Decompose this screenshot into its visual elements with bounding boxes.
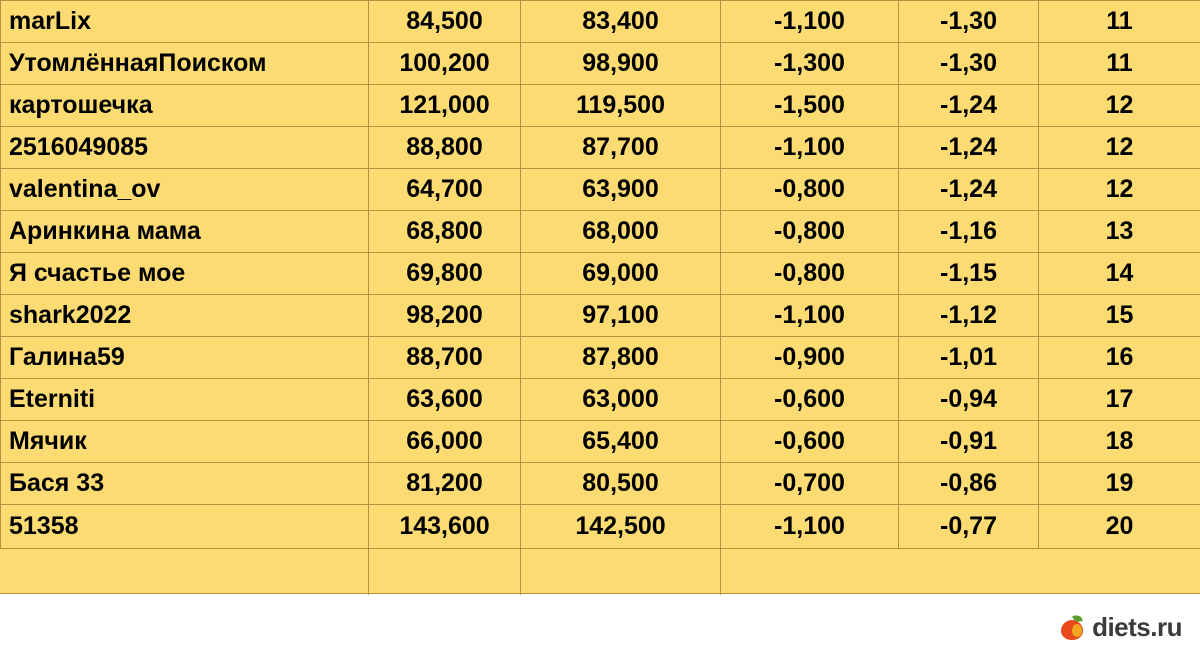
cell-delta-kg: -0,600 <box>721 379 899 421</box>
cell-delta-kg: -0,800 <box>721 169 899 211</box>
cell-delta-kg: -1,100 <box>721 1 899 43</box>
cell-value-end: 83,400 <box>521 1 721 43</box>
cell-delta-kg: -0,600 <box>721 421 899 463</box>
diets-logo <box>1061 612 1182 643</box>
column-divider <box>520 549 521 595</box>
cell-rank: 12 <box>1039 85 1200 127</box>
cell-value-end: 142,500 <box>521 505 721 549</box>
column-divider <box>720 549 721 595</box>
cell-value-start: 98,200 <box>369 295 521 337</box>
cell-delta-percent: -1,24 <box>899 169 1039 211</box>
cell-value-start: 66,000 <box>369 421 521 463</box>
cell-value-end: 87,800 <box>521 337 721 379</box>
footer-area <box>0 548 1200 657</box>
cell-delta-kg: -1,300 <box>721 43 899 85</box>
cell-value-start: 63,600 <box>369 379 521 421</box>
cell-delta-percent: -1,24 <box>899 85 1039 127</box>
cell-value-end: 87,700 <box>521 127 721 169</box>
cell-rank: 20 <box>1039 505 1200 549</box>
cell-delta-percent: -1,15 <box>899 253 1039 295</box>
cell-name: Eterniti <box>1 379 369 421</box>
table-row <box>1 253 1200 295</box>
cell-delta-kg: -0,800 <box>721 211 899 253</box>
empty-table-row-band <box>0 548 1200 594</box>
cell-delta-kg: -0,900 <box>721 337 899 379</box>
cell-rank: 13 <box>1039 211 1200 253</box>
cell-value-start: 69,800 <box>369 253 521 295</box>
cell-name: marLix <box>1 1 369 43</box>
cell-delta-percent: -0,77 <box>899 505 1039 549</box>
table-row <box>1 337 1200 379</box>
cell-delta-percent: -0,86 <box>899 463 1039 505</box>
table-row <box>1 43 1200 85</box>
cell-delta-kg: -1,100 <box>721 127 899 169</box>
cell-value-end: 119,500 <box>521 85 721 127</box>
cell-delta-kg: -1,100 <box>721 295 899 337</box>
table-row <box>1 1 1200 43</box>
cell-value-start: 64,700 <box>369 169 521 211</box>
table-row <box>1 421 1200 463</box>
cell-rank: 12 <box>1039 127 1200 169</box>
cell-value-start: 88,800 <box>369 127 521 169</box>
cell-value-end: 63,000 <box>521 379 721 421</box>
table-row <box>1 295 1200 337</box>
table-row <box>1 379 1200 421</box>
cell-name: УтомлённаяПоиском <box>1 43 369 85</box>
cell-value-start: 68,800 <box>369 211 521 253</box>
cell-delta-percent: -1,30 <box>899 43 1039 85</box>
cell-name: картошечка <box>1 85 369 127</box>
cell-value-end: 80,500 <box>521 463 721 505</box>
apple-icon <box>1061 615 1085 640</box>
cell-rank: 17 <box>1039 379 1200 421</box>
results-table-body <box>1 1 1200 549</box>
column-divider <box>368 549 369 595</box>
cell-rank: 12 <box>1039 169 1200 211</box>
cell-rank: 18 <box>1039 421 1200 463</box>
cell-delta-kg: -0,800 <box>721 253 899 295</box>
logo-text: diets.ru <box>1092 612 1182 642</box>
table-row <box>1 85 1200 127</box>
cell-name: Бася 33 <box>1 463 369 505</box>
cell-name: 2516049085 <box>1 127 369 169</box>
cell-name: Галина59 <box>1 337 369 379</box>
cell-value-end: 98,900 <box>521 43 721 85</box>
table-row <box>1 127 1200 169</box>
cell-name: valentina_ov <box>1 169 369 211</box>
cell-value-end: 65,400 <box>521 421 721 463</box>
cell-value-end: 97,100 <box>521 295 721 337</box>
table-row <box>1 505 1200 549</box>
cell-delta-percent: -1,12 <box>899 295 1039 337</box>
cell-rank: 16 <box>1039 337 1200 379</box>
cell-delta-percent: -0,94 <box>899 379 1039 421</box>
cell-value-end: 63,900 <box>521 169 721 211</box>
cell-delta-percent: -1,24 <box>899 127 1039 169</box>
cell-delta-percent: -0,91 <box>899 421 1039 463</box>
cell-delta-percent: -1,30 <box>899 1 1039 43</box>
cell-delta-kg: -1,100 <box>721 505 899 549</box>
cell-rank: 11 <box>1039 43 1200 85</box>
cell-delta-kg: -1,500 <box>721 85 899 127</box>
cell-value-end: 68,000 <box>521 211 721 253</box>
cell-rank: 14 <box>1039 253 1200 295</box>
cell-name: Мячик <box>1 421 369 463</box>
cell-rank: 15 <box>1039 295 1200 337</box>
cell-name: 51358 <box>1 505 369 549</box>
cell-name: Аринкина мама <box>1 211 369 253</box>
cell-value-start: 100,200 <box>369 43 521 85</box>
cell-value-start: 121,000 <box>369 85 521 127</box>
cell-delta-percent: -1,01 <box>899 337 1039 379</box>
cell-delta-percent: -1,16 <box>899 211 1039 253</box>
cell-rank: 11 <box>1039 1 1200 43</box>
cell-delta-kg: -0,700 <box>721 463 899 505</box>
cell-name: shark2022 <box>1 295 369 337</box>
cell-value-end: 69,000 <box>521 253 721 295</box>
cell-value-start: 143,600 <box>369 505 521 549</box>
table-row <box>1 211 1200 253</box>
table-row <box>1 169 1200 211</box>
cell-value-start: 84,500 <box>369 1 521 43</box>
cell-rank: 19 <box>1039 463 1200 505</box>
table-row <box>1 463 1200 505</box>
cell-value-start: 88,700 <box>369 337 521 379</box>
cell-value-start: 81,200 <box>369 463 521 505</box>
cell-name: Я счастье мое <box>1 253 369 295</box>
